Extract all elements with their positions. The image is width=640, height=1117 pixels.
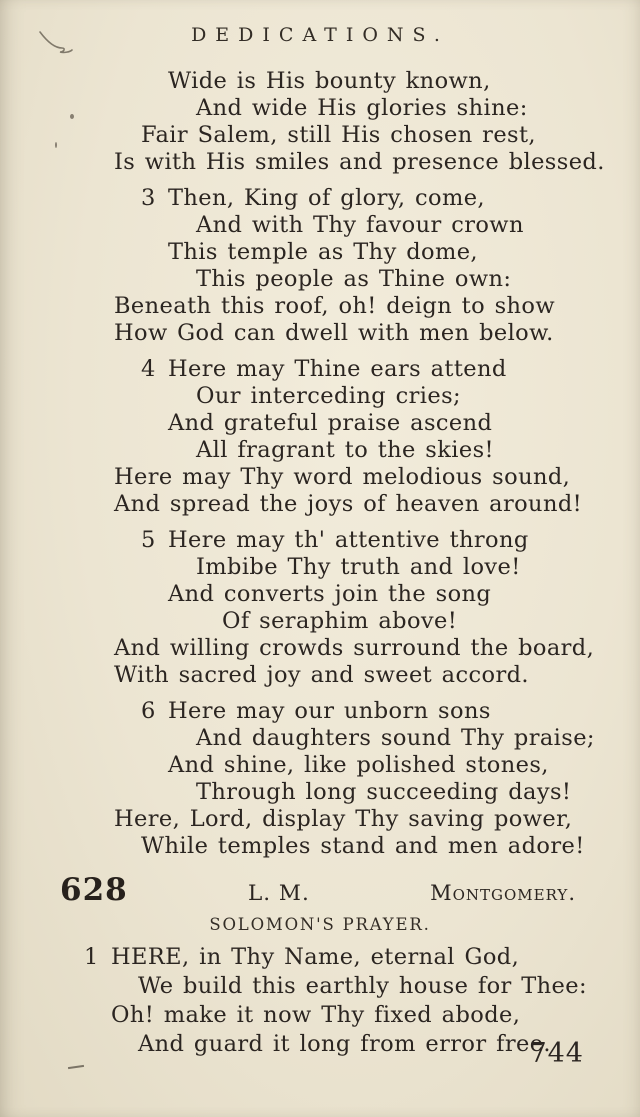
hymn-author: Montgomery. [430, 881, 576, 905]
verse-line-text: Here, Lord, display Thy saving power, [114, 806, 573, 832]
verse-line-text: Here may our unborn sons [168, 698, 491, 724]
verse-line-text: This temple as Thy dome, [168, 239, 478, 265]
verse-line [114, 410, 640, 437]
verse-line-text: HERE, in Thy Name, eternal God, [111, 944, 520, 970]
verse-line [84, 943, 640, 972]
verse-line-text: Here may th' attentive throng [168, 527, 529, 553]
verse-line [114, 581, 640, 608]
page-number: 744 [529, 1038, 584, 1069]
verse-line [114, 383, 640, 410]
verse-line-text: Here may Thy word melodious sound, [114, 464, 571, 490]
verse-line-text: And shine, like polished stones, [168, 752, 549, 778]
verse-line-text: Oh! make it now Thy fixed abode, [111, 1002, 521, 1028]
stanza [114, 698, 640, 860]
verse-line-text: Wide is His bounty known, [168, 68, 491, 94]
verse-line [114, 527, 640, 554]
verse-line-text: And wide His glories shine: [196, 95, 528, 121]
stanza [114, 527, 640, 689]
verse-line [114, 779, 640, 806]
verse-line [114, 752, 640, 779]
handwritten-mark [36, 26, 86, 60]
hymn-heading [0, 872, 640, 908]
verse-line [114, 122, 640, 149]
verse-line [114, 725, 640, 752]
verse-line-text: With sacred joy and sweet accord. [114, 662, 529, 688]
verse-line [114, 806, 640, 833]
stanza [114, 185, 640, 347]
verse-line-text: Our interceding cries; [196, 383, 462, 409]
verse-line [114, 698, 640, 725]
verse-line [114, 293, 640, 320]
paper-speck [70, 114, 74, 119]
page-header: DEDICATIONS. [191, 24, 449, 46]
verse-line-text: Of seraphim above! [222, 608, 458, 634]
verse-line-text: And spread the joys of heaven around! [114, 491, 583, 517]
paper-speck [55, 142, 57, 148]
verse-line [84, 1001, 640, 1030]
verse-line-text: Through long succeeding days! [196, 779, 572, 805]
verse-line-text: All fragrant to the skies! [196, 437, 494, 463]
verse-line [84, 972, 640, 1001]
hymn-title: SOLOMON'S PRAYER. [209, 915, 431, 934]
verse-line [114, 266, 640, 293]
verse-line-text: Beneath this roof, oh! deign to show [114, 293, 556, 319]
verse-line-text: This people as Thine own: [196, 266, 512, 292]
verse-line [114, 212, 640, 239]
verse-line [114, 437, 640, 464]
verse-line-text: Is with His smiles and presence blessed. [114, 149, 605, 175]
verse-line-text: While temples stand and men adore! [141, 833, 585, 859]
stanza-number: 6 [141, 698, 156, 724]
verse-line [114, 239, 640, 266]
verse-line [114, 464, 640, 491]
verse-line-text: Here may Thine ears attend [168, 356, 507, 382]
verse-line [114, 662, 640, 689]
stanza-number: 4 [141, 356, 156, 382]
verse-line [114, 95, 640, 122]
verse-line [114, 554, 640, 581]
verse-line-text: Fair Salem, still His chosen rest, [141, 122, 536, 148]
verse-line [114, 635, 640, 662]
hymn-verses [114, 68, 640, 860]
verse-line [114, 149, 640, 176]
verse-line-text: How God can dwell with men below. [114, 320, 554, 346]
verse-line-text: And daughters sound Thy praise; [196, 725, 595, 751]
stanza-number: 5 [141, 527, 156, 553]
stanza [114, 356, 640, 518]
verse-line-text: And converts join the song [168, 581, 492, 607]
verse-line-text: Then, King of glory, come, [168, 185, 485, 211]
hymn-number: 628 [60, 872, 128, 908]
stanza-number: 3 [141, 185, 156, 211]
verse-line-text: And grateful praise ascend [168, 410, 493, 436]
verse-line-text: And with Thy favour crown [196, 212, 524, 238]
pencil-dash-mark [68, 1065, 84, 1069]
verse-line-text: And guard it long from error free. [138, 1031, 551, 1057]
hymn-meter: L. M. [247, 881, 310, 906]
verse-line [114, 356, 640, 383]
verse-line [114, 185, 640, 212]
verse-line-text: We build this earthly house for Thee: [138, 973, 587, 999]
verse-line-text: Imbibe Thy truth and love! [196, 554, 521, 580]
verse-line [114, 68, 640, 95]
stanza [114, 68, 640, 176]
verse-line [114, 608, 640, 635]
verse-line [114, 833, 640, 860]
verse-line-text: And willing crowds surround the board, [114, 635, 595, 661]
verse-line [114, 320, 640, 347]
verse-line [114, 491, 640, 518]
stanza-number: 1 [84, 944, 99, 970]
